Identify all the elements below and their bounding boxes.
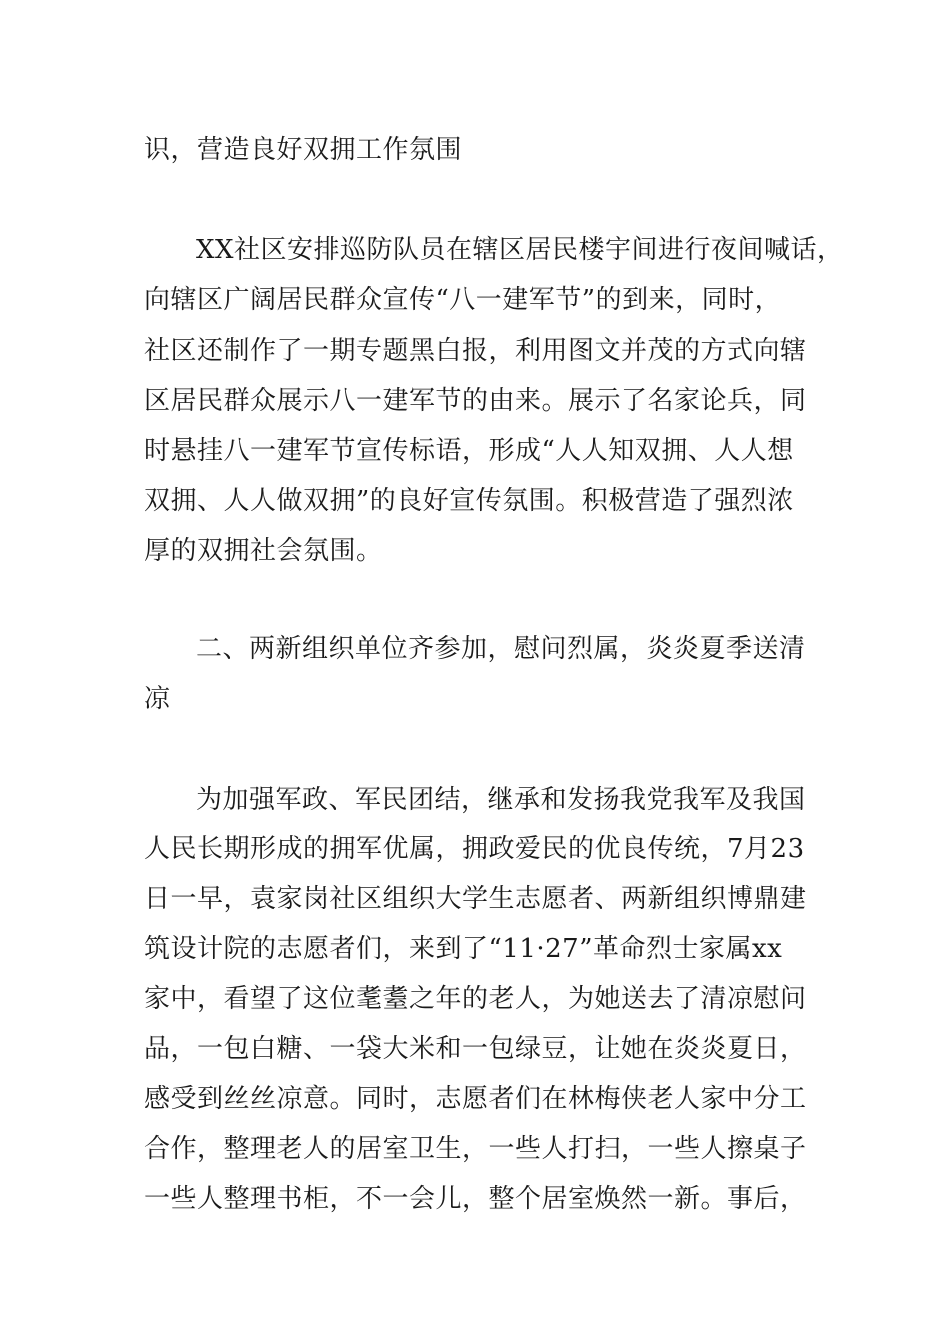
text-line: 识，营造良好双拥工作氛围 bbox=[144, 135, 463, 165]
text-line: XX社区安排巡防队员在辖区居民楼宇间进行夜间喊话， bbox=[196, 235, 844, 265]
text-line: 双拥、人人做双拥”的良好宣传氛围。积极营造了强烈浓 bbox=[144, 486, 794, 516]
text-line: 日一早，袁家岗社区组织大学生志愿者、两新组织博鼎建 bbox=[144, 884, 807, 914]
section-heading: 凉 bbox=[144, 684, 171, 714]
text-line: 品，一包白糖、一袋大米和一包绿豆，让她在炎炎夏日， bbox=[144, 1034, 807, 1064]
text-line: 厚的双拥社会氛围。 bbox=[144, 536, 383, 566]
text-line: 合作，整理老人的居室卫生，一些人打扫，一些人擦桌子 bbox=[144, 1134, 807, 1164]
section-heading: 二、两新组织单位齐参加，慰问烈属，炎炎夏季送清 bbox=[196, 634, 806, 664]
text-line: 感受到丝丝凉意。同时，志愿者们在林梅侠老人家中分工 bbox=[144, 1084, 807, 1114]
text-line: 向辖区广阔居民群众宣传“八一建军节”的到来，同时， bbox=[144, 285, 782, 315]
text-line: 区居民群众展示八一建军节的由来。展示了名家论兵，同 bbox=[144, 386, 807, 416]
text-line: 家中，看望了这位耄耋之年的老人，为她送去了清凉慰问 bbox=[144, 984, 807, 1014]
text-line: 一些人整理书柜，不一会儿，整个居室焕然一新。事后， bbox=[144, 1184, 807, 1214]
text-line: 社区还制作了一期专题黑白报，利用图文并茂的方式向辖 bbox=[144, 336, 807, 366]
text-line: 为加强军政、军民团结，继承和发扬我党我军及我国 bbox=[196, 785, 806, 815]
text-line: 时悬挂八一建军节宣传标语，形成“人人知双拥、人人想 bbox=[144, 436, 794, 466]
text-line: 人民长期形成的拥军优属，拥政爱民的优良传统，7月23 bbox=[144, 834, 805, 864]
text-line: 筑设计院的志愿者们，来到了“11·27”革命烈士家属xx bbox=[144, 934, 783, 964]
